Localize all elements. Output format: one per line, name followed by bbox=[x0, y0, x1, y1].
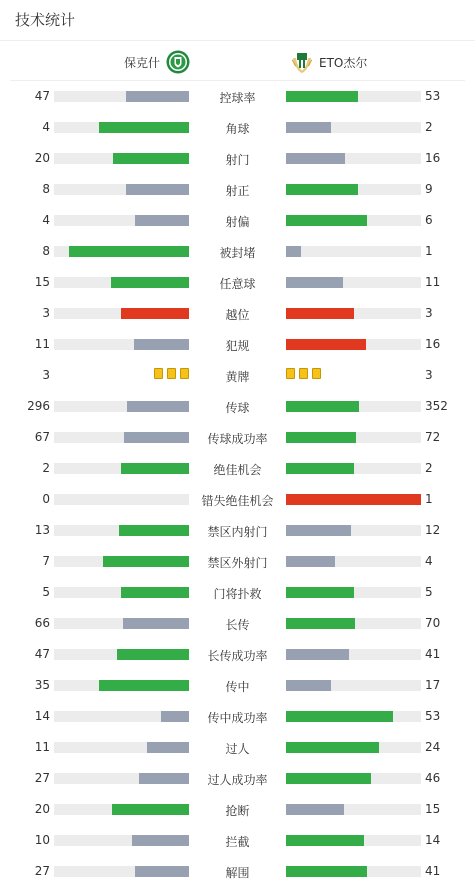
away-stat-bar bbox=[286, 246, 421, 257]
away-stat-value: 3 bbox=[425, 368, 433, 382]
away-stat-bar-fill bbox=[286, 184, 358, 195]
home-stat-value: 296 bbox=[27, 399, 50, 413]
home-stat-bar-fill bbox=[147, 742, 189, 753]
yellow-card-icon bbox=[180, 368, 189, 379]
away-stat-value: 2 bbox=[425, 120, 433, 134]
divider bbox=[0, 40, 475, 41]
home-stat-bar-fill bbox=[134, 339, 189, 350]
away-stat-bar bbox=[286, 277, 421, 288]
home-stat-bar-fill bbox=[135, 866, 189, 877]
home-stat-value: 27 bbox=[34, 864, 50, 878]
stat-row bbox=[0, 794, 475, 825]
page-title: 技术统计 bbox=[15, 11, 76, 29]
home-stat-bar bbox=[54, 494, 189, 505]
home-stat-value: 3 bbox=[42, 368, 50, 382]
stat-row bbox=[0, 825, 475, 856]
stat-label: 传中成功率 bbox=[207, 711, 268, 725]
home-stat-bar bbox=[54, 866, 189, 877]
home-stat-value: 5 bbox=[42, 585, 50, 599]
home-stat-bar bbox=[54, 773, 189, 784]
away-stat-value: 17 bbox=[425, 678, 441, 692]
stat-row bbox=[0, 329, 475, 360]
stat-row bbox=[0, 856, 475, 887]
home-stat-bar bbox=[54, 835, 189, 846]
home-stat-bar-fill bbox=[99, 680, 189, 691]
away-stat-value: 46 bbox=[425, 771, 441, 785]
away-stat-bar-fill bbox=[286, 804, 344, 815]
home-stat-value: 11 bbox=[34, 337, 50, 351]
home-stat-value: 27 bbox=[34, 771, 50, 785]
home-stat-bar-fill bbox=[69, 246, 189, 257]
home-stat-bar bbox=[54, 587, 189, 598]
away-stat-value: 352 bbox=[425, 399, 448, 413]
stat-row bbox=[0, 484, 475, 515]
away-stat-value: 4 bbox=[425, 554, 433, 568]
home-stat-bar bbox=[54, 618, 189, 629]
home-stat-bar bbox=[54, 742, 189, 753]
home-stat-value: 14 bbox=[34, 709, 50, 723]
stat-row bbox=[0, 360, 475, 391]
stat-label: 传球 bbox=[225, 401, 250, 415]
home-stat-bar-fill bbox=[111, 277, 189, 288]
away-stat-bar bbox=[286, 339, 421, 350]
stat-row bbox=[0, 732, 475, 763]
home-stat-bar bbox=[54, 91, 189, 102]
home-stat-bar-fill bbox=[121, 308, 189, 319]
away-stat-bar-fill bbox=[286, 773, 371, 784]
away-stat-bar-fill bbox=[286, 246, 301, 257]
stat-label: 过人成功率 bbox=[207, 773, 268, 787]
away-stat-bar bbox=[286, 866, 421, 877]
home-stat-bar-fill bbox=[99, 122, 189, 133]
home-stat-value: 7 bbox=[42, 554, 50, 568]
stat-row bbox=[0, 174, 475, 205]
away-stat-value: 15 bbox=[425, 802, 441, 816]
stat-row bbox=[0, 81, 475, 112]
away-stat-bar-fill bbox=[286, 711, 393, 722]
yellow-card-icon bbox=[167, 368, 176, 379]
home-stat-bar bbox=[54, 401, 189, 412]
away-stat-value: 16 bbox=[425, 151, 441, 165]
away-stat-bar-fill bbox=[286, 277, 343, 288]
home-team[interactable] bbox=[124, 48, 190, 76]
away-stat-bar-fill bbox=[286, 153, 345, 164]
away-stat-bar-fill bbox=[286, 556, 335, 567]
home-stat-bar-fill bbox=[161, 711, 189, 722]
yellow-card-icon bbox=[286, 368, 295, 379]
away-stat-bar-fill bbox=[286, 91, 358, 102]
home-stat-value: 11 bbox=[34, 740, 50, 754]
away-stat-value: 70 bbox=[425, 616, 441, 630]
home-stat-bar-fill bbox=[132, 835, 189, 846]
away-stat-bar-fill bbox=[286, 432, 356, 443]
away-stat-bar-fill bbox=[286, 835, 364, 846]
stat-row bbox=[0, 236, 475, 267]
away-team-name: ETO杰尔 bbox=[319, 55, 368, 70]
away-stat-value: 53 bbox=[425, 709, 441, 723]
away-stat-value: 5 bbox=[425, 585, 433, 599]
home-stat-value: 15 bbox=[34, 275, 50, 289]
away-stat-bar bbox=[286, 525, 421, 536]
stat-label: 拦截 bbox=[225, 835, 250, 849]
home-stat-bar bbox=[54, 122, 189, 133]
away-stat-bar-fill bbox=[286, 494, 421, 505]
away-stat-value: 9 bbox=[425, 182, 433, 196]
stat-row bbox=[0, 701, 475, 732]
home-stat-value: 8 bbox=[42, 182, 50, 196]
away-stat-value: 16 bbox=[425, 337, 441, 351]
away-stat-bar bbox=[286, 184, 421, 195]
away-stat-bar bbox=[286, 711, 421, 722]
stat-label: 射正 bbox=[225, 184, 250, 198]
away-stat-value: 14 bbox=[425, 833, 441, 847]
away-stat-bar-fill bbox=[286, 339, 366, 350]
home-stat-bar bbox=[54, 680, 189, 691]
stat-row bbox=[0, 639, 475, 670]
stat-label: 越位 bbox=[225, 308, 250, 322]
away-stat-bar bbox=[286, 401, 421, 412]
away-stat-value: 2 bbox=[425, 461, 433, 475]
stat-label: 射门 bbox=[225, 153, 250, 167]
home-stat-bar bbox=[54, 525, 189, 536]
away-stat-bar-fill bbox=[286, 308, 354, 319]
home-stat-bar bbox=[54, 184, 189, 195]
home-stat-value: 20 bbox=[34, 151, 50, 165]
home-stat-bar bbox=[54, 308, 189, 319]
stat-row bbox=[0, 763, 475, 794]
stat-row bbox=[0, 608, 475, 639]
home-stat-bar-fill bbox=[124, 432, 189, 443]
stat-label: 禁区内射门 bbox=[207, 525, 268, 539]
stat-label: 角球 bbox=[225, 122, 250, 136]
home-stat-bar-fill bbox=[117, 649, 189, 660]
away-stat-value: 41 bbox=[425, 647, 441, 661]
away-stat-bar bbox=[286, 463, 421, 474]
away-stat-bar-fill bbox=[286, 463, 354, 474]
away-stat-bar bbox=[286, 680, 421, 691]
away-stat-value: 41 bbox=[425, 864, 441, 878]
home-stat-value: 4 bbox=[42, 120, 50, 134]
home-stat-value: 2 bbox=[42, 461, 50, 475]
home-stat-bar-fill bbox=[126, 184, 189, 195]
away-stat-bar bbox=[286, 773, 421, 784]
away-stat-bar bbox=[286, 494, 421, 505]
away-stat-bar bbox=[286, 804, 421, 815]
away-stat-bar bbox=[286, 153, 421, 164]
away-stat-value: 72 bbox=[425, 430, 441, 444]
home-stat-bar-fill bbox=[113, 153, 189, 164]
home-stat-value: 10 bbox=[34, 833, 50, 847]
stat-label: 传球成功率 bbox=[207, 432, 268, 446]
stat-label: 控球率 bbox=[219, 91, 256, 105]
away-stat-bar bbox=[286, 432, 421, 443]
home-yellow-cards bbox=[154, 368, 189, 379]
away-stat-bar-fill bbox=[286, 401, 359, 412]
away-stat-bar-fill bbox=[286, 742, 379, 753]
home-stat-value: 0 bbox=[42, 492, 50, 506]
away-stat-bar-fill bbox=[286, 618, 355, 629]
home-stat-bar bbox=[54, 277, 189, 288]
away-stat-bar-fill bbox=[286, 587, 354, 598]
stat-label: 长传 bbox=[225, 618, 250, 632]
away-team[interactable] bbox=[290, 48, 367, 76]
away-stat-value: 53 bbox=[425, 89, 441, 103]
stat-label: 抢断 bbox=[225, 804, 250, 818]
away-stat-bar bbox=[286, 618, 421, 629]
stat-label: 禁区外射门 bbox=[207, 556, 268, 570]
home-stat-value: 47 bbox=[34, 89, 50, 103]
away-stat-bar bbox=[286, 556, 421, 567]
away-stat-bar-fill bbox=[286, 680, 331, 691]
away-stat-value: 6 bbox=[425, 213, 433, 227]
home-stat-bar-fill bbox=[127, 401, 189, 412]
away-stat-value: 3 bbox=[425, 306, 433, 320]
stats-list bbox=[0, 81, 475, 887]
stat-row bbox=[0, 205, 475, 236]
eto-crest-icon bbox=[290, 50, 314, 74]
away-stat-value: 1 bbox=[425, 244, 433, 258]
away-stat-bar bbox=[286, 835, 421, 846]
stat-label: 过人 bbox=[225, 742, 250, 756]
stat-row bbox=[0, 453, 475, 484]
home-stat-bar-fill bbox=[112, 804, 189, 815]
home-stat-bar-fill bbox=[103, 556, 189, 567]
stat-label: 射偏 bbox=[225, 215, 250, 229]
away-stat-bar bbox=[286, 742, 421, 753]
home-stat-bar bbox=[54, 215, 189, 226]
home-stat-bar bbox=[54, 432, 189, 443]
stat-row bbox=[0, 298, 475, 329]
stat-row bbox=[0, 112, 475, 143]
stat-label: 门将扑救 bbox=[213, 587, 262, 601]
stat-label: 犯规 bbox=[225, 339, 250, 353]
home-stat-bar-fill bbox=[119, 525, 189, 536]
home-stat-bar bbox=[54, 463, 189, 474]
stat-row bbox=[0, 515, 475, 546]
home-stat-bar-fill bbox=[139, 773, 189, 784]
home-stat-bar-fill bbox=[123, 618, 189, 629]
away-stat-bar-fill bbox=[286, 215, 367, 226]
home-team-name: 保克什 bbox=[123, 55, 160, 70]
team-header bbox=[0, 48, 475, 76]
stat-label: 长传成功率 bbox=[207, 649, 268, 663]
away-yellow-cards bbox=[286, 368, 321, 379]
away-stat-value: 1 bbox=[425, 492, 433, 506]
away-stat-bar bbox=[286, 649, 421, 660]
away-stat-value: 11 bbox=[425, 275, 441, 289]
stat-row bbox=[0, 670, 475, 701]
stat-label: 传中 bbox=[225, 680, 250, 694]
stat-label: 错失绝佳机会 bbox=[201, 494, 274, 508]
home-stat-bar bbox=[54, 556, 189, 567]
home-stat-bar bbox=[54, 649, 189, 660]
home-stat-bar-fill bbox=[135, 215, 189, 226]
away-stat-bar-fill bbox=[286, 122, 331, 133]
stat-label: 解围 bbox=[225, 866, 250, 880]
stat-label: 绝佳机会 bbox=[213, 463, 262, 477]
stat-row bbox=[0, 546, 475, 577]
home-stat-value: 3 bbox=[42, 306, 50, 320]
yellow-card-icon bbox=[312, 368, 321, 379]
home-stat-value: 35 bbox=[34, 678, 50, 692]
home-stat-bar bbox=[54, 246, 189, 257]
away-stat-bar-fill bbox=[286, 649, 349, 660]
home-stat-bar bbox=[54, 711, 189, 722]
away-stat-bar-fill bbox=[286, 866, 367, 877]
home-stat-value: 67 bbox=[34, 430, 50, 444]
away-stat-value: 12 bbox=[425, 523, 441, 537]
stat-row bbox=[0, 577, 475, 608]
away-stat-value: 24 bbox=[425, 740, 441, 754]
stat-row bbox=[0, 267, 475, 298]
stat-label: 黄牌 bbox=[225, 370, 250, 384]
stat-label: 任意球 bbox=[219, 277, 256, 291]
stat-label: 被封堵 bbox=[219, 246, 256, 260]
away-stat-bar bbox=[286, 215, 421, 226]
home-stat-bar bbox=[54, 153, 189, 164]
yellow-card-icon bbox=[299, 368, 308, 379]
home-stat-bar-fill bbox=[121, 463, 189, 474]
home-stat-value: 13 bbox=[34, 523, 50, 537]
away-stat-bar bbox=[286, 122, 421, 133]
home-stat-bar bbox=[54, 804, 189, 815]
home-stat-bar-fill bbox=[121, 587, 189, 598]
yellow-card-icon bbox=[154, 368, 163, 379]
stat-row bbox=[0, 422, 475, 453]
home-stat-value: 20 bbox=[34, 802, 50, 816]
home-stat-value: 4 bbox=[42, 213, 50, 227]
home-stat-value: 47 bbox=[34, 647, 50, 661]
paks-crest-icon bbox=[166, 50, 190, 74]
away-stat-bar bbox=[286, 587, 421, 598]
home-stat-bar bbox=[54, 339, 189, 350]
stat-row bbox=[0, 143, 475, 174]
home-stat-value: 8 bbox=[42, 244, 50, 258]
home-stat-value: 66 bbox=[34, 616, 50, 630]
away-stat-bar bbox=[286, 308, 421, 319]
stat-row bbox=[0, 391, 475, 422]
home-stat-bar-fill bbox=[126, 91, 189, 102]
away-stat-bar-fill bbox=[286, 525, 351, 536]
away-stat-bar bbox=[286, 91, 421, 102]
